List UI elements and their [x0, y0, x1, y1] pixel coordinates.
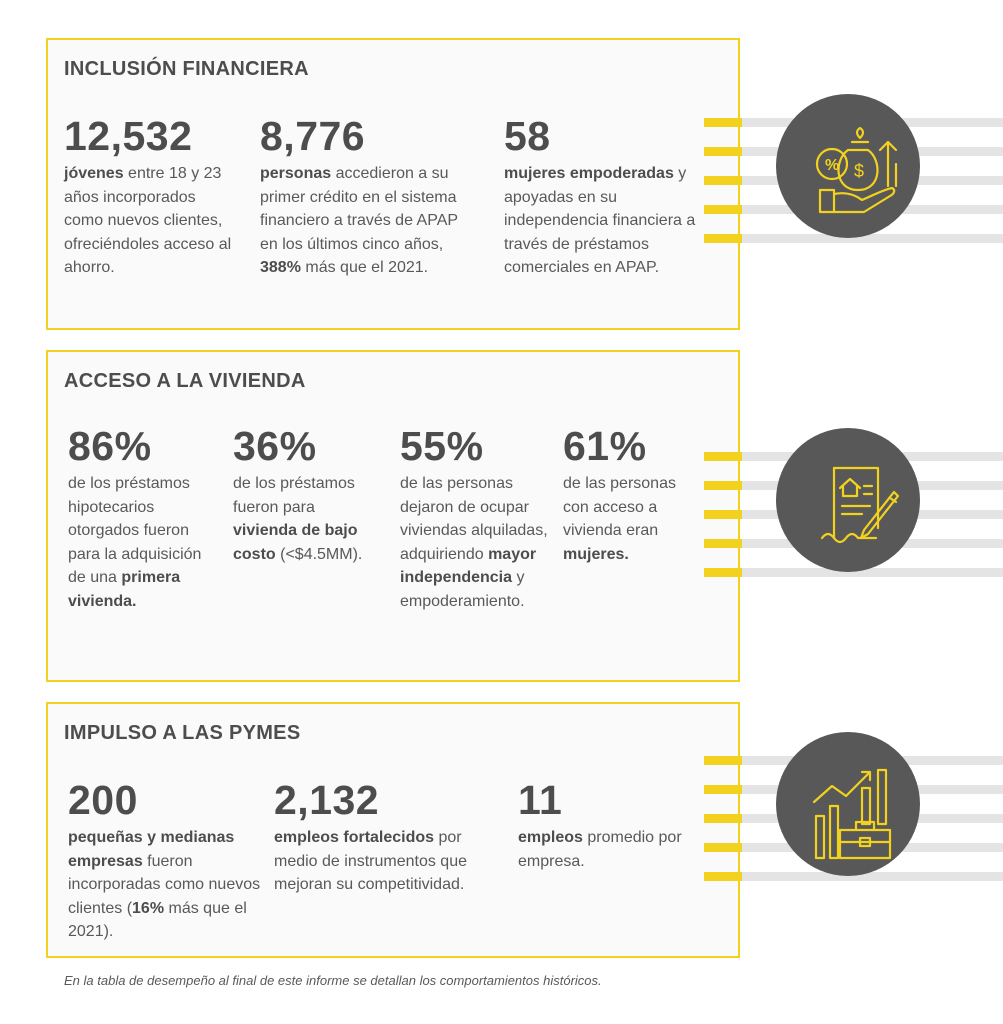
stat-value: 11	[518, 777, 563, 823]
emphasis-text: vivienda de bajo costo	[233, 522, 358, 563]
stat-value: 55%	[400, 423, 484, 469]
section-title: INCLUSIÓN FINANCIERA	[64, 58, 309, 80]
stat-description: empleos promedio por empresa.	[518, 829, 682, 870]
emphasis-text: 388%	[260, 259, 301, 276]
stat-pymes-incorporadas	[68, 778, 263, 944]
business-growth-icon	[776, 732, 920, 876]
stat-personas-credito	[260, 114, 475, 280]
stat-empleos-promedio	[518, 778, 698, 873]
section-impulso-pymes	[46, 702, 740, 958]
stat-description: personas accedieron a su primer crédito en el sistema financiero a través de APAP en los últimos cinco años, 388% más que el 2021.	[260, 165, 458, 276]
icon-circle	[776, 94, 920, 238]
stat-mayor-independencia	[400, 424, 550, 613]
stat-vivienda-bajo-costo	[233, 424, 383, 566]
svg-text:$: $	[854, 161, 865, 181]
stat-empleos-fortalecidos	[274, 778, 499, 897]
emphasis-text: mayor independencia	[400, 545, 537, 586]
emphasis-text: personas	[260, 165, 332, 182]
emphasis-text: primera vivienda.	[68, 569, 181, 610]
stat-value: 8,776	[260, 113, 366, 159]
stat-description: de las personas con acceso a vivienda eran mujeres.	[563, 475, 676, 563]
stat-description: de los préstamos hipotecarios otorgados fueron para la adquisición de una primera vivienda.	[68, 475, 202, 610]
stat-description: empleos fortalecidos por medio de instrumentos que mejoran su competitividad.	[274, 829, 467, 893]
stat-value: 58	[504, 113, 551, 159]
stat-mujeres-empoderadas	[504, 114, 699, 280]
emphasis-text: pequeñas y medianas empresas	[68, 829, 235, 870]
stat-jovenes	[64, 114, 239, 280]
icon-circle	[776, 732, 920, 876]
section-title: ACCESO A LA VIVIENDA	[64, 370, 306, 392]
stat-primera-vivienda	[68, 424, 218, 613]
section-title: IMPULSO A LAS PYMES	[64, 722, 301, 744]
house-contract-icon	[776, 428, 920, 572]
stat-mujeres-vivienda	[563, 424, 703, 566]
emphasis-text: jóvenes	[64, 165, 124, 182]
stat-value: 86%	[68, 423, 152, 469]
emphasis-text: mujeres.	[563, 545, 629, 563]
section-acceso-vivienda	[46, 350, 740, 682]
footnote: En la tabla de desempeño al final de este informe se detallan los comportamientos históricos.	[64, 973, 602, 988]
stat-value: 61%	[563, 423, 647, 469]
svg-text:%: %	[825, 157, 840, 174]
icon-circle	[776, 428, 920, 572]
stat-value: 36%	[233, 423, 317, 469]
emphasis-text: empleos	[518, 829, 583, 846]
stat-description: jóvenes entre 18 y 23 años incorporados como nuevos clientes, ofreciéndoles acceso al ahorro.	[64, 165, 232, 276]
section-inclusion-financiera	[46, 38, 740, 330]
stat-value: 200	[68, 777, 138, 823]
stat-value: 2,132	[274, 777, 380, 823]
stat-description: de los préstamos fueron para vivienda de bajo costo (<$4.5MM).	[233, 475, 363, 563]
stat-description: mujeres empoderadas y apoyadas en su independencia financiera a través de préstamos comerciales en APAP.	[504, 165, 696, 276]
stat-value: 12,532	[64, 113, 193, 159]
stat-description: de las personas dejaron de ocupar viviendas alquiladas, adquiriendo mayor independencia y empoderamiento.	[400, 475, 548, 610]
emphasis-text: 16%	[132, 899, 165, 917]
emphasis-text: mujeres empoderadas	[504, 165, 674, 182]
emphasis-text: empleos fortalecidos	[274, 829, 435, 846]
money-bag-growth-icon	[776, 94, 920, 238]
stat-description: pequeñas y medianas empresas fueron incorporadas como nuevos clientes (16% más que el 2021).	[68, 829, 261, 940]
